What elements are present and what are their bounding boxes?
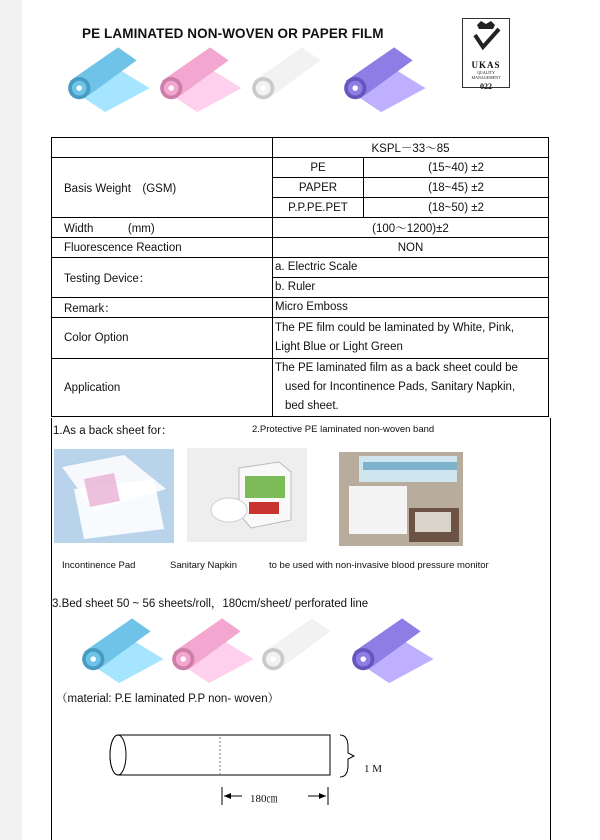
ukas-sub1: QUALITY xyxy=(477,70,495,75)
testing-value: a. Electric Scale xyxy=(273,258,549,278)
paper-roll-icon xyxy=(60,40,154,114)
model-cell: KSPL－33～85 xyxy=(273,138,549,158)
paper-roll-icon xyxy=(244,40,338,114)
paper-roll-icon xyxy=(164,611,258,685)
ukas-number: 022 xyxy=(480,82,492,91)
value-cell: (18~45) ±2 xyxy=(364,178,549,198)
bottom-rolls-image xyxy=(74,611,434,685)
table-row xyxy=(52,258,549,278)
application-value xyxy=(273,359,549,417)
caption-incontinence-pad: Incontinence Pad xyxy=(62,560,136,571)
caption-sanitary-napkin: Sanitary Napkin xyxy=(170,560,238,571)
paper-roll-icon xyxy=(152,40,246,114)
ukas-word: UKAS xyxy=(471,60,501,70)
value-cell: (18~50) ±2 xyxy=(364,198,549,218)
color-line: The PE film could be laminated by White, Pink, xyxy=(275,322,515,334)
caption-blood-pressure: to be used with non-invasive blood pressure monitor xyxy=(269,560,489,571)
length-label: 180㎝ xyxy=(250,793,278,805)
application-line: used for Incontinence Pads, Sanitary Napkin, xyxy=(285,381,516,393)
sanitary-napkin-photo xyxy=(187,448,307,542)
ukas-sub2: MANAGEMENT xyxy=(471,75,501,80)
basis-weight-label: Basis Weight (GSM) xyxy=(52,158,273,218)
testing-value: b. Ruler xyxy=(273,278,549,298)
remark-label: Remark： xyxy=(52,298,273,318)
heading-bed-sheet: 3.Bed sheet 50 ~ 56 sheets/roll，180cm/sheet/ perforated line xyxy=(52,598,369,610)
heading-protective-band: 2.Protective PE laminated non-woven band xyxy=(252,424,435,435)
fluorescence-value: NON xyxy=(273,238,549,258)
spec-table xyxy=(51,137,549,417)
table-row xyxy=(52,238,549,258)
empty-cell xyxy=(52,138,273,158)
paper-roll-icon xyxy=(336,40,430,114)
page-margin-strip xyxy=(0,0,22,840)
application-line: The PE laminated film as a back sheet could be xyxy=(275,362,518,374)
width-value: (100～1200)±2 xyxy=(273,218,549,238)
table-row xyxy=(52,359,549,417)
crown-check-icon xyxy=(463,19,509,53)
width-label: Width (mm) xyxy=(52,218,273,238)
top-rolls-image xyxy=(60,40,428,114)
remark-value: Micro Emboss xyxy=(273,298,549,318)
table-row xyxy=(52,318,549,359)
blood-pressure-band-photo xyxy=(339,452,463,546)
height-label: 1 M xyxy=(364,763,383,775)
table-row xyxy=(52,298,549,318)
value-cell: (15~40) ±2 xyxy=(364,158,549,178)
table-row xyxy=(52,138,549,158)
table-row xyxy=(52,218,549,238)
material-cell: P.P.PE.PET xyxy=(273,198,364,218)
application-label: Application xyxy=(52,359,273,417)
color-line: Light Blue or Light Green xyxy=(275,341,403,353)
paper-roll-icon xyxy=(344,611,438,685)
material-note: （material: P.E laminated P.P non- woven） xyxy=(56,693,280,705)
incontinence-pad-photo xyxy=(54,449,174,543)
paper-roll-icon xyxy=(254,611,348,685)
fluorescence-label: Fluorescence Reaction xyxy=(52,238,273,258)
table-row xyxy=(52,158,549,178)
color-option-value xyxy=(273,318,549,359)
material-cell: PE xyxy=(273,158,364,178)
application-line: bed sheet. xyxy=(285,400,339,412)
ukas-logo xyxy=(462,18,510,91)
material-cell: PAPER xyxy=(273,178,364,198)
heading-back-sheet: 1.As a back sheet for： xyxy=(53,425,173,437)
color-option-label: Color Option xyxy=(52,318,273,359)
page-title: PE LAMINATED NON-WOVEN OR PAPER FILM xyxy=(82,26,384,41)
testing-label: Testing Device： xyxy=(52,258,273,298)
paper-roll-icon xyxy=(74,611,168,685)
